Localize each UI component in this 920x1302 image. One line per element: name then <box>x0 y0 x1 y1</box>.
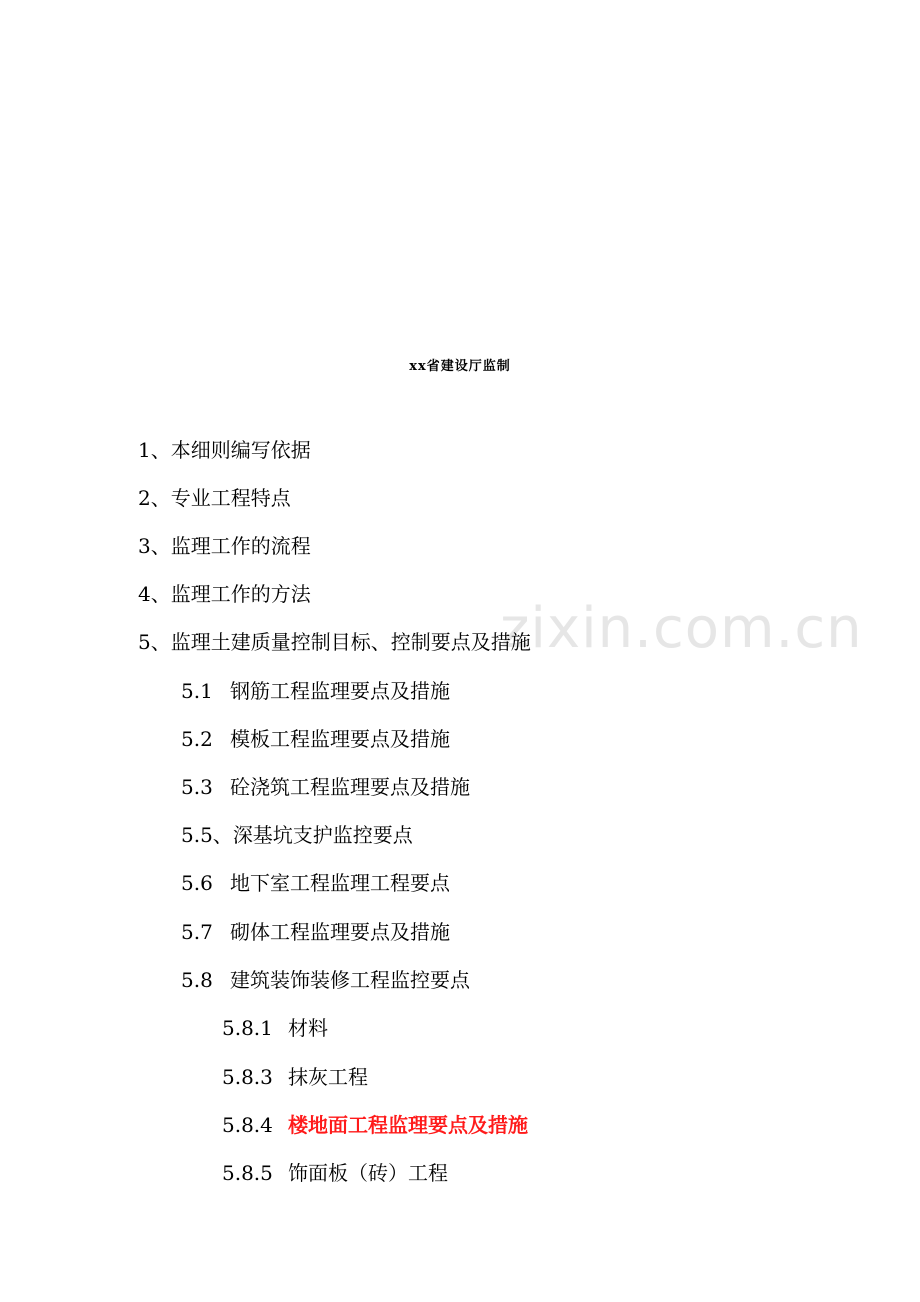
toc-item <box>138 582 311 606</box>
toc-item-title: 材料 <box>288 1016 328 1040</box>
toc-item-number: 5、 <box>138 630 171 654</box>
toc-item-title: 本细则编写依据 <box>170 438 311 462</box>
toc-subitem <box>181 823 413 847</box>
toc-item-number: 2、 <box>138 486 171 510</box>
toc-item-number: 3、 <box>138 534 171 558</box>
toc-subitem <box>181 871 450 895</box>
toc-subsubitem <box>222 1016 328 1040</box>
toc-item-number: 5.5、 <box>181 823 233 847</box>
toc-subsubitem-highlighted <box>222 1113 528 1137</box>
toc-item-title: 建筑装饰装修工程监控要点 <box>230 968 470 992</box>
toc-item-title: 监理工作的方法 <box>170 582 311 606</box>
toc-item-number: 1、 <box>138 438 171 462</box>
toc-item-title: 砌体工程监理要点及措施 <box>230 920 450 944</box>
toc-subitem <box>181 679 450 703</box>
toc-item-number: 5.8.3 <box>222 1065 273 1089</box>
toc-item-title: 监理工作的流程 <box>170 534 311 558</box>
toc-subitem <box>181 968 470 992</box>
toc-item-number: 5.8.1 <box>222 1016 273 1040</box>
toc-item <box>138 534 311 558</box>
toc-item-title: 抹灰工程 <box>288 1065 368 1089</box>
toc-item <box>138 486 291 510</box>
toc-item-number: 4、 <box>138 582 171 606</box>
toc-item-number: 5.3 <box>181 775 213 799</box>
toc-item <box>138 630 531 654</box>
toc-item-title: 监理土建质量控制目标、控制要点及措施 <box>170 630 531 654</box>
toc-item <box>138 438 311 462</box>
toc-item-title: 砼浇筑工程监理要点及措施 <box>230 775 470 799</box>
toc-subsubitem <box>222 1161 448 1185</box>
toc-item-title-highlighted: 楼地面工程监理要点及措施 <box>288 1113 528 1137</box>
watermark: zixin.com.cn <box>500 596 863 661</box>
toc-item-title: 深基坑支护监控要点 <box>232 823 413 847</box>
toc-subsubitem <box>222 1065 368 1089</box>
toc-subitem <box>181 775 470 799</box>
toc-subitem <box>181 920 450 944</box>
toc-item-number: 5.8.4 <box>222 1113 273 1137</box>
toc-item-title: 模板工程监理要点及措施 <box>230 727 450 751</box>
toc-item-number: 5.1 <box>181 679 213 703</box>
toc-item-title: 地下室工程监理工程要点 <box>230 871 450 895</box>
toc-item-title: 专业工程特点 <box>170 486 291 510</box>
toc-subitem <box>181 727 450 751</box>
toc-item-number: 5.8 <box>181 968 213 992</box>
document-header: xx省建设厅监制 <box>409 359 511 374</box>
toc-item-title: 钢筋工程监理要点及措施 <box>230 679 450 703</box>
toc-item-number: 5.6 <box>181 871 213 895</box>
toc-item-number: 5.7 <box>181 920 213 944</box>
toc-item-number: 5.8.5 <box>222 1161 273 1185</box>
toc-item-title: 饰面板（砖）工程 <box>288 1161 448 1185</box>
toc-item-number: 5.2 <box>181 727 213 751</box>
